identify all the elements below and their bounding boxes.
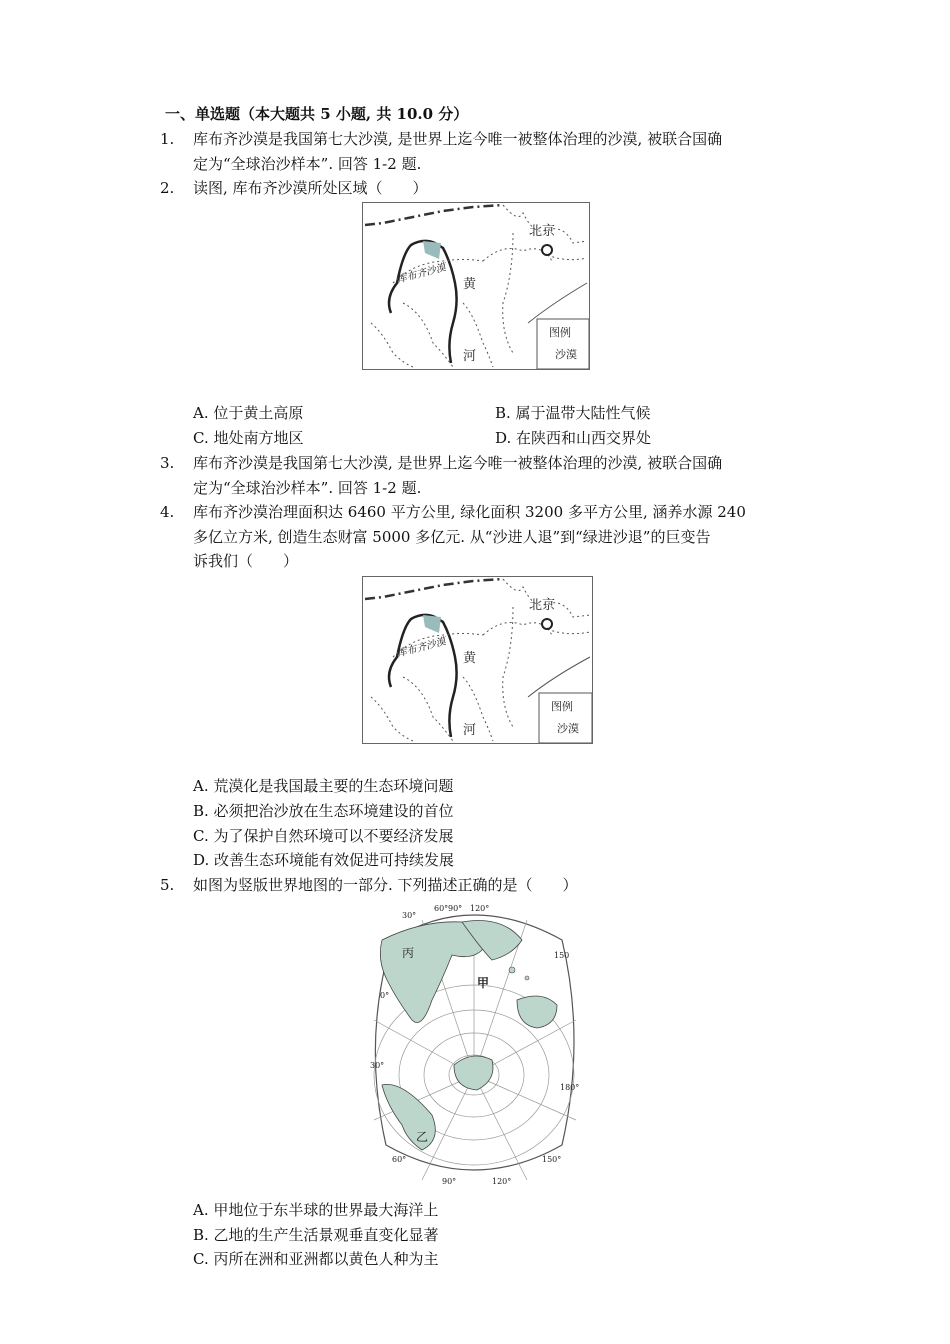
- option-a: A. 位于黄土高原: [193, 404, 304, 422]
- city-label: 北京: [529, 598, 556, 613]
- option-a: A. 荒漠化是我国最主要的生态环境问题: [193, 777, 454, 795]
- legend-title: 图例: [549, 326, 571, 339]
- question-text-line: 定为“全球治沙样本”. 回答 1-2 题.: [193, 155, 422, 173]
- label-bing: 丙: [402, 946, 415, 960]
- legend-item: 沙漠: [557, 722, 579, 735]
- label-jia: 甲: [477, 976, 490, 990]
- question-number: 1.: [160, 130, 175, 148]
- desert-label: 库布齐沙漠: [395, 636, 448, 660]
- river-label: 黄: [463, 277, 477, 292]
- question-text-line: 库布齐沙漠是我国第七大沙漠, 是世界上迄今唯一被整体治理的沙漠, 被联合国确: [193, 130, 723, 148]
- lon-label: 60°: [392, 1155, 407, 1164]
- option-d: D. 改善生态环境能有效促进可持续发展: [193, 851, 455, 869]
- option-c: C. 为了保护自然环境可以不要经济发展: [193, 827, 454, 845]
- lon-label: 180°: [560, 1083, 580, 1092]
- question-text-line: 库布齐沙漠治理面积达 6460 平方公里, 绿化面积 3200 多平方公里, 涵养水源 240: [193, 503, 746, 521]
- lon-label: 90°: [442, 1177, 457, 1186]
- label-yi: 乙: [416, 1130, 429, 1144]
- desert-map-figure: [362, 202, 590, 370]
- lon-label: 120°: [470, 904, 490, 913]
- city-label: 北京: [529, 224, 556, 239]
- lon-label: 150°: [542, 1155, 562, 1164]
- river-label: 河: [463, 349, 477, 364]
- desert-map-figure: [362, 576, 593, 744]
- question-text-line: 诉我们（ ）: [193, 552, 299, 570]
- question-text-line: 读图, 库布齐沙漠所处区域（ ）: [193, 179, 428, 197]
- question-number: 4.: [160, 503, 175, 521]
- lon-label: 0°: [380, 991, 390, 1000]
- option-a: A. 甲地位于东半球的世界最大海洋上: [193, 1201, 439, 1219]
- lon-label: 60°: [434, 904, 449, 913]
- question-text-line: 如图为竖版世界地图的一部分. 下列描述正确的是（ ）: [193, 876, 578, 894]
- lon-label: 30°: [370, 1061, 385, 1070]
- question-text-line: 多亿立方米, 创造生态财富 5000 多亿元. 从“沙进人退”到“绿进沙退”的巨变告: [193, 528, 711, 546]
- option-b: B. 乙地的生产生活景观垂直变化显著: [193, 1226, 439, 1244]
- question-number: 3.: [160, 454, 175, 472]
- question-text-line: 定为“全球治沙样本”. 回答 1-2 题.: [193, 479, 422, 497]
- option-c: C. 丙所在洲和亚洲都以黄色人种为主: [193, 1250, 439, 1268]
- option-c: C. 地处南方地区: [193, 429, 304, 447]
- river-label: 河: [463, 723, 477, 738]
- option-d: D. 在陕西和山西交界处: [495, 429, 652, 447]
- desert-label: 库布齐沙漠: [395, 262, 448, 286]
- question-number: 2.: [160, 179, 175, 197]
- option-b: B. 必须把治沙放在生态环境建设的首位: [193, 802, 454, 820]
- lon-label: 120°: [492, 1177, 512, 1186]
- legend-title: 图例: [551, 700, 573, 713]
- lon-label: 150: [554, 951, 570, 960]
- question-text-line: 库布齐沙漠是我国第七大沙漠, 是世界上迄今唯一被整体治理的沙漠, 被联合国确: [193, 454, 723, 472]
- world-map-figure: [362, 900, 586, 1190]
- question-number: 5.: [160, 876, 175, 894]
- legend-item: 沙漠: [555, 348, 577, 361]
- section-title: 一、单选题（本大题共 5 小题, 共 10.0 分）: [165, 105, 469, 123]
- river-label: 黄: [463, 651, 477, 666]
- option-b: B. 属于温带大陆性气候: [495, 404, 651, 422]
- lon-label: 90°: [448, 904, 463, 913]
- lon-label: 30°: [402, 911, 417, 920]
